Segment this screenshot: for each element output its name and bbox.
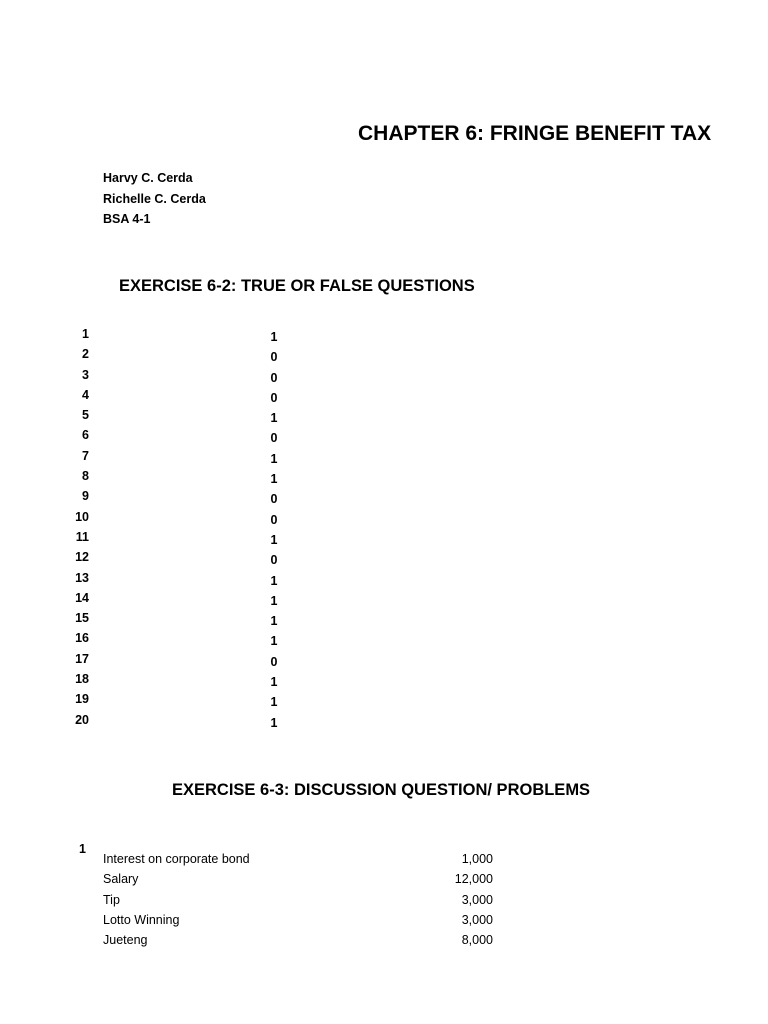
question-number: 14 <box>75 590 89 605</box>
income-amount: 3,000 <box>461 912 493 927</box>
section-label: BSA 4-1 <box>103 212 151 226</box>
answer-value: 0 <box>270 431 278 446</box>
answer-value: 1 <box>270 695 278 710</box>
answer-value: 1 <box>270 411 278 426</box>
author-name: Harvy C. Cerda <box>103 171 193 185</box>
answer-value: 1 <box>270 472 278 487</box>
income-amount: 8,000 <box>461 933 493 948</box>
author-name: Richelle C. Cerda <box>103 191 206 206</box>
question-number: 4 <box>82 387 89 402</box>
question-number: 10 <box>75 509 89 524</box>
question-number: 11 <box>75 529 89 544</box>
answer-row <box>60 388 300 408</box>
answer-row <box>60 611 300 631</box>
answer-value: 1 <box>270 573 278 588</box>
true-false-answer-list <box>60 327 300 733</box>
answer-row <box>60 510 300 530</box>
question-number: 5 <box>82 408 89 423</box>
question-number: 16 <box>75 631 89 646</box>
question-number: 3 <box>82 367 89 382</box>
exercise-6-2-heading: EXERCISE 6-2: TRUE OR FALSE QUESTIONS <box>119 277 475 295</box>
income-label: Interest on corporate bond <box>103 852 250 866</box>
answer-row <box>60 327 300 347</box>
answer-row <box>60 652 300 672</box>
author-block <box>103 168 206 230</box>
answer-value: 1 <box>270 715 278 730</box>
question-number: 9 <box>82 489 89 504</box>
question-number: 15 <box>75 611 89 626</box>
answer-value: 0 <box>270 390 278 405</box>
answer-value: 1 <box>270 675 278 690</box>
answer-value: 1 <box>270 634 278 649</box>
answer-row <box>60 713 300 733</box>
income-row <box>103 852 523 872</box>
answer-value: 1 <box>270 330 278 344</box>
answer-value: 0 <box>270 553 278 568</box>
question-number: 19 <box>75 692 89 707</box>
answer-value: 0 <box>270 512 278 527</box>
question-number: 8 <box>82 469 89 484</box>
question-number: 13 <box>75 570 89 585</box>
answer-row <box>60 469 300 489</box>
income-row <box>103 872 523 892</box>
page-title: CHAPTER 6: FRINGE BENEFIT TAX <box>358 122 712 145</box>
answer-row <box>60 631 300 651</box>
answer-value: 1 <box>270 614 278 629</box>
answer-value: 0 <box>270 492 278 507</box>
question-number: 20 <box>75 712 89 727</box>
problem-number: 1 <box>79 842 86 856</box>
income-row <box>103 933 523 953</box>
question-number: 17 <box>75 651 89 666</box>
answer-row <box>60 347 300 367</box>
income-row <box>103 893 523 913</box>
answer-value: 0 <box>270 654 278 669</box>
income-label: Tip <box>103 892 120 907</box>
answer-value: 0 <box>270 370 278 385</box>
question-number: 18 <box>75 672 89 687</box>
question-number: 12 <box>75 550 89 565</box>
answer-row <box>60 692 300 712</box>
answer-value: 1 <box>270 532 278 547</box>
answer-row <box>60 672 300 692</box>
income-item-list <box>103 852 523 953</box>
answer-row <box>60 368 300 388</box>
answer-value: 1 <box>270 451 278 466</box>
answer-value: 1 <box>270 593 278 608</box>
answer-row <box>60 449 300 469</box>
income-amount: 1,000 <box>461 852 493 866</box>
question-number: 7 <box>82 448 89 463</box>
answer-row <box>60 591 300 611</box>
income-row <box>103 913 523 933</box>
income-label: Salary <box>103 872 139 887</box>
income-label: Jueteng <box>103 933 148 948</box>
answer-row <box>60 530 300 550</box>
income-amount: 12,000 <box>454 872 493 887</box>
answer-row <box>60 571 300 591</box>
answer-value: 0 <box>270 350 278 365</box>
answer-row <box>60 550 300 570</box>
income-amount: 3,000 <box>461 892 493 907</box>
income-label: Lotto Winning <box>103 912 180 927</box>
question-number: 6 <box>82 428 89 443</box>
question-number: 1 <box>82 327 89 341</box>
answer-row <box>60 489 300 509</box>
question-number: 2 <box>82 347 89 362</box>
answer-row <box>60 428 300 448</box>
exercise-6-3-heading: EXERCISE 6-3: DISCUSSION QUESTION/ PROBLEMS <box>172 781 591 799</box>
answer-row <box>60 408 300 428</box>
